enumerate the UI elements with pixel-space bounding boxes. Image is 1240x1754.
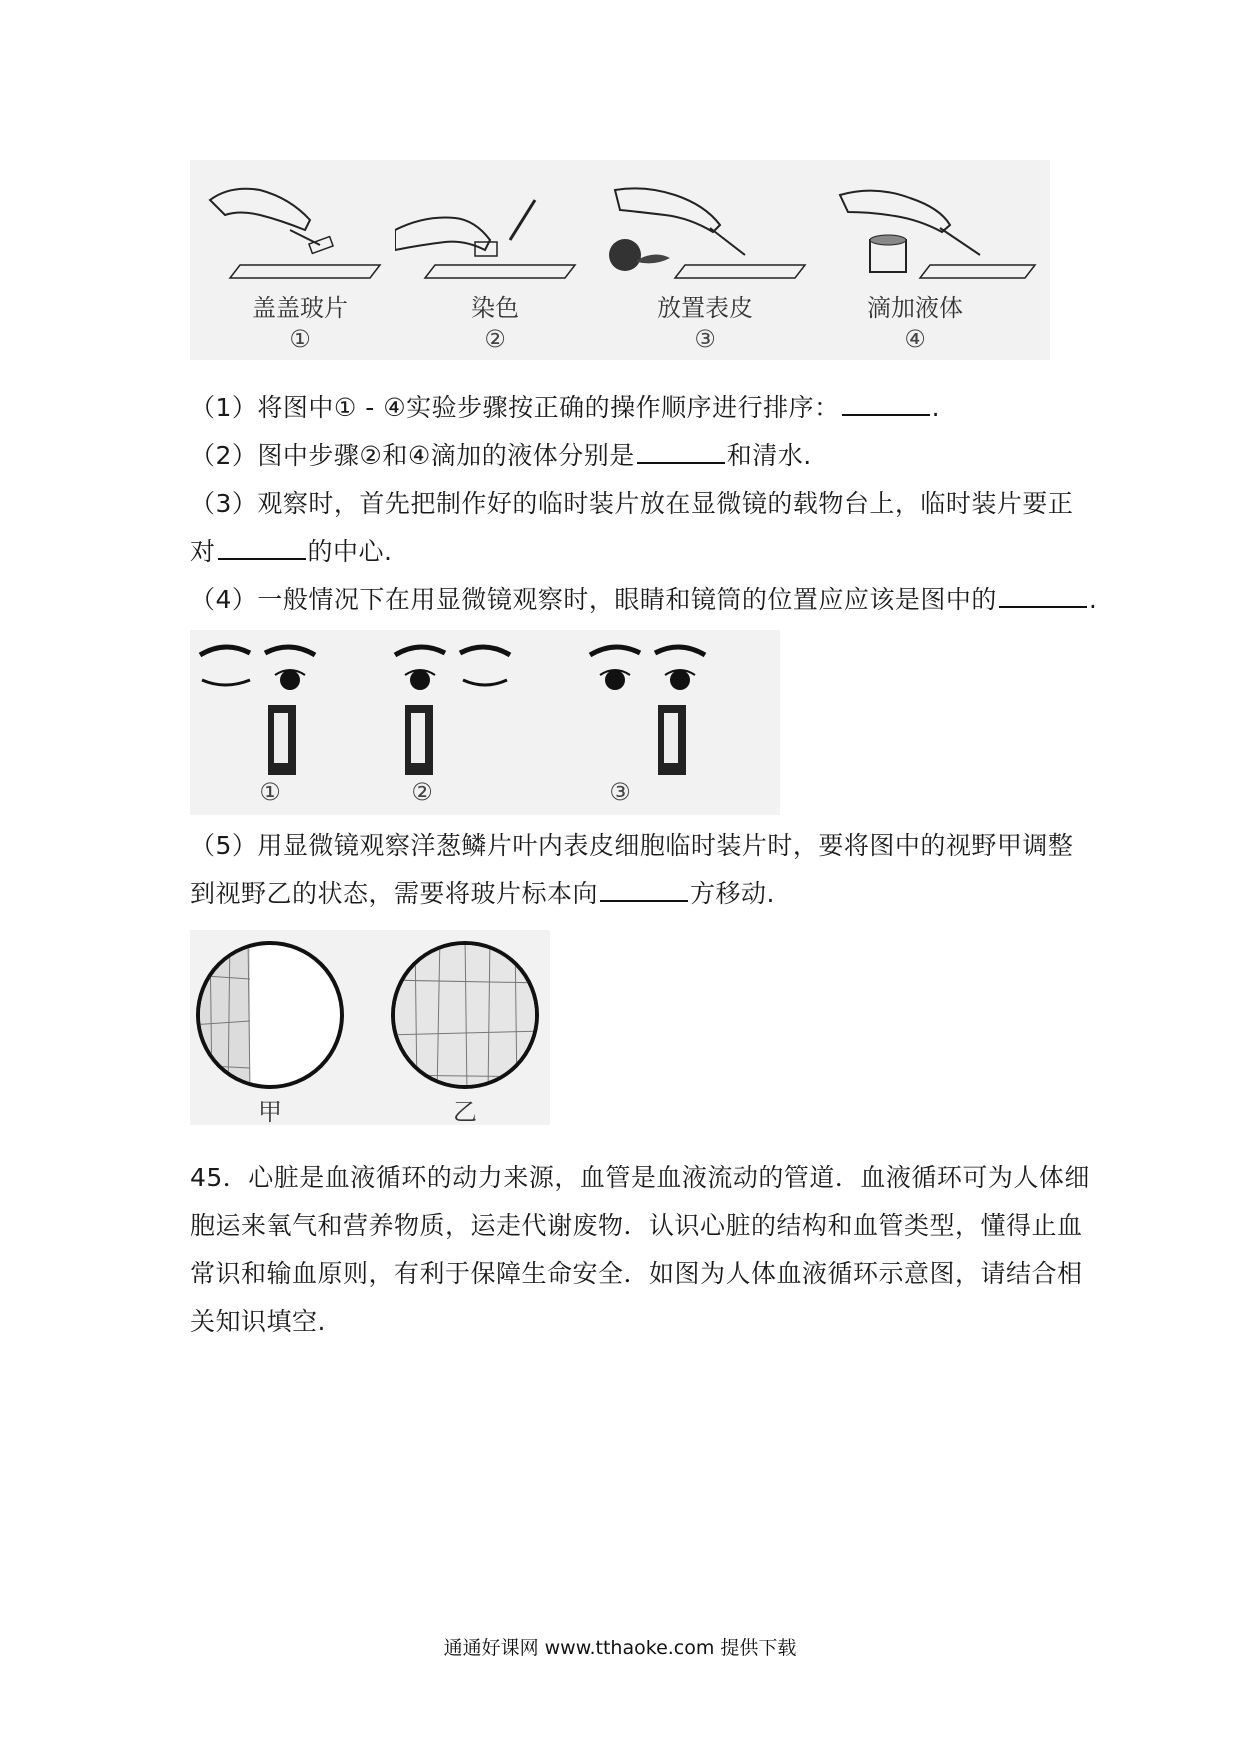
step-3-caption: 放置表皮 — [657, 294, 753, 322]
answer-blank-3[interactable] — [218, 536, 306, 560]
add-liquid-illustration — [830, 170, 1040, 280]
question-5-line-1: （5）用显微镜观察洋葱鳞片叶内表皮细胞临时装片时，要将图中的视野甲调整 — [190, 831, 1074, 860]
question-5-line-2 — [190, 876, 775, 912]
answer-blank-1[interactable] — [842, 392, 930, 416]
question-2-text: （2）图中步骤②和④滴加的液体分别是 — [190, 441, 635, 470]
step-1-caption: 盖盖玻片 — [252, 294, 348, 322]
answer-blank-2[interactable] — [637, 440, 725, 464]
field-jia — [190, 935, 350, 1095]
step-2-number: ② — [484, 325, 506, 353]
question-1 — [190, 390, 940, 426]
step-4-caption: 滴加液体 — [867, 294, 963, 322]
step-4-number: ④ — [904, 325, 926, 353]
question-3-line-1: （3）观察时，首先把制作好的临时装片放在显微镜的载物台上，临时装片要正 — [190, 489, 1074, 518]
question-1-end: . — [931, 393, 941, 422]
answer-blank-4[interactable] — [999, 584, 1087, 608]
eye-option-3 — [580, 635, 760, 775]
eye-option-3-number: ③ — [609, 778, 631, 806]
eye-option-2 — [385, 635, 565, 775]
question-45-line-3: 常识和输血原则，有利于保障生命安全．如图为人体血液循环示意图，请结合相 — [190, 1259, 1083, 1288]
question-45-line-4: 关知识填空. — [190, 1307, 326, 1336]
question-2 — [190, 438, 812, 474]
place-epidermis-illustration — [595, 170, 815, 280]
question-4-text: （4）一般情况下在用显微镜观察时，眼睛和镜筒的位置应应该是图中的 — [190, 585, 997, 614]
eye-option-2-number: ② — [411, 778, 433, 806]
field-yi — [385, 935, 545, 1095]
question-45-line-1: 45．心脏是血液循环的动力来源，血管是血液流动的管道．血液循环可为人体细 — [190, 1163, 1090, 1192]
step-1-number: ① — [289, 325, 311, 353]
eye-option-1 — [190, 635, 370, 775]
field-jia-label: 甲 — [258, 1098, 282, 1126]
cover-slip-illustration — [200, 170, 390, 280]
microscope-field-figure — [190, 930, 550, 1125]
page-footer: 通通好课网 www.tthaoke.com 提供下载 — [443, 1637, 797, 1659]
slide-preparation-figure — [190, 160, 1050, 360]
question-45-line-2: 胞运来氧气和营养物质，运走代谢废物．认识心脏的结构和血管类型，懂得止血 — [190, 1211, 1083, 1240]
question-2-end: 和清水. — [726, 441, 812, 470]
question-4-end: . — [1088, 585, 1098, 614]
staining-illustration — [395, 170, 595, 280]
question-5-end: 方移动. — [690, 879, 775, 908]
question-4 — [190, 582, 1097, 618]
eye-position-figure — [190, 630, 780, 815]
question-3-text: 对 — [190, 537, 216, 566]
step-2-caption: 染色 — [471, 294, 519, 322]
field-yi-label: 乙 — [453, 1098, 477, 1126]
eye-option-1-number: ① — [259, 778, 281, 806]
question-1-text: （1）将图中① - ④实验步骤按正确的操作顺序进行排序： — [190, 393, 840, 422]
question-3-line-2 — [190, 534, 392, 570]
question-3-end: 的中心. — [307, 537, 393, 566]
answer-blank-5[interactable] — [600, 878, 688, 902]
question-5-text: 到视野乙的状态，需要将玻片标本向 — [190, 879, 599, 908]
step-3-number: ③ — [694, 325, 716, 353]
